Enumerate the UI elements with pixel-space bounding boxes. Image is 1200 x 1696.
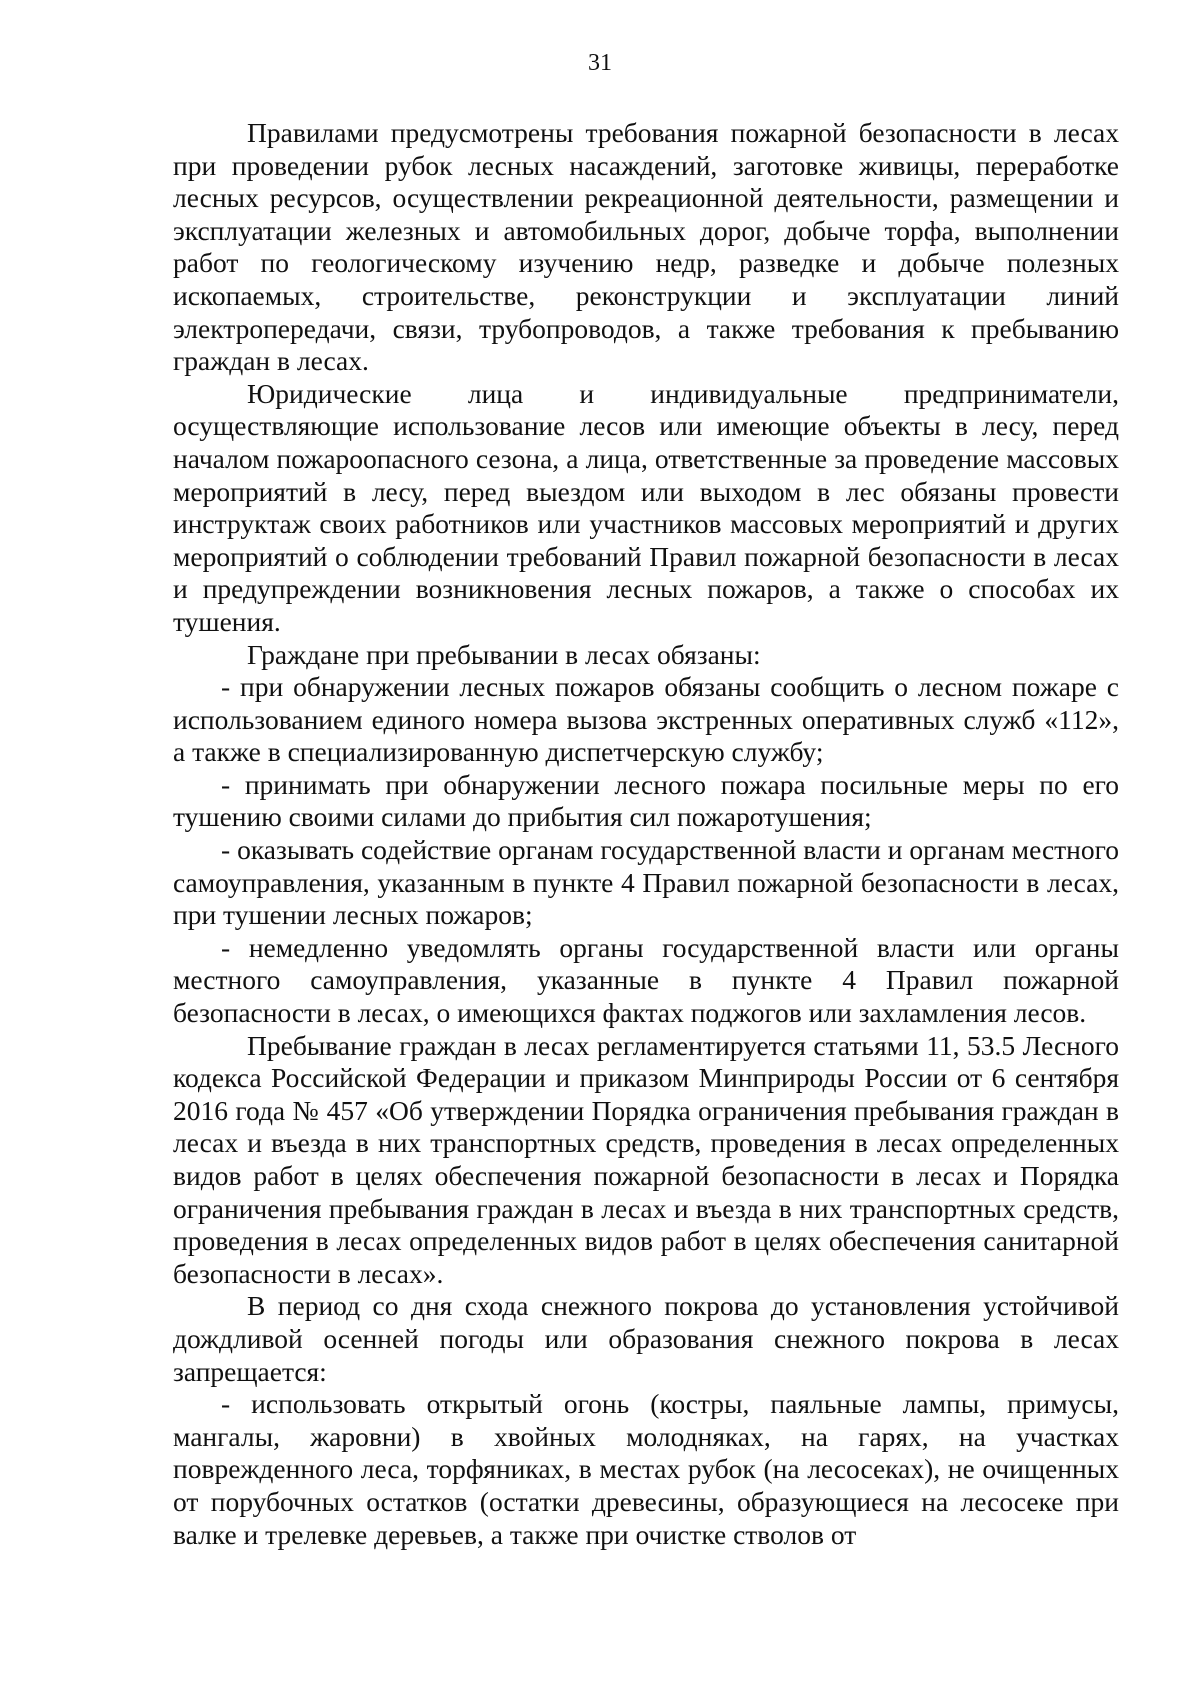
list-item-assist-authorities: - оказывать содействие органам государственной власти и органам местного самоуправления, указанным в пункте 4 Правил пожарной безопасности в лесах, при тушении лесных пожаров; — [173, 834, 1119, 931]
paragraph-legal-entities-briefing: Юридические лица и индивидуальные предприниматели, осуществляющие использование лесов или имеющие объекты в лесу, перед началом пожароопасного сезона, а лица, ответственные за проведение массовых мероприятий в лесу, перед выездом или выходом в лес обязаны провести инструктаж своих работников или участников массовых мероприятий и других мероприятий о соблюдении требований Правил пожарной безопасности в лесах и предупреждении возникновения лесных пожаров, а также о способах их тушения. — [173, 377, 1119, 637]
list-item-report-fire: - при обнаружении лесных пожаров обязаны сообщить о лесном пожаре с использованием единого номера вызова экстренных оперативных служб «112», а также в специализированную диспетчерскую службу; — [173, 671, 1119, 768]
list-item-open-fire-ban: - использовать открытый огонь (костры, паяльные лампы, примусы, мангалы, жаровни) в хвойных молодняках, на гарях, на участках поврежденного леса, торфяниках, в местах рубок (на лесосеках), не очищенных от порубочных остатков (остатки древесины, образующиеся на лесосеке при валке и трелевке деревьев, а также при очистке стволов от — [173, 1388, 1119, 1550]
paragraph-fire-safety-rules: Правилами предусмотрены требования пожарной безопасности в лесах при проведении рубок лесных насаждений, заготовке живицы, переработке лесных ресурсов, осуществлении рекреационной деятельности, размещении и эксплуатации железных и автомобильных дорог, добыче торфа, выполнении работ по геологическому изучению недр, разведке и добыче полезных ископаемых, строительстве, реконструкции и эксплуатации линий электропередачи, связи, трубопроводов, а также требования к пребыванию граждан в лесах. — [173, 117, 1119, 377]
paragraph-stay-regulation: Пребывание граждан в лесах регламентируется статьями 11, 53.5 Лесного кодекса Российской Федерации и приказом Минприроды России от 6 сентября 2016 года № 457 «Об утверждении Порядка ограничения пребывания граждан в лесах и въезда в них транспортных средств, проведения в лесах определенных видов работ в целях обеспечения пожарной безопасности в лесах и Порядка ограничения пребывания граждан в лесах и въезда в них транспортных средств, проведения в лесах определенных видов работ в целях обеспечения санитарной безопасности в лесах». — [173, 1029, 1119, 1289]
paragraph-citizens-obligations-intro: Граждане при пребывании в лесах обязаны: — [247, 638, 761, 670]
page-number: 31 — [588, 50, 612, 76]
page-body — [173, 117, 1119, 1551]
paragraph-prohibitions-intro: В период со дня схода снежного покрова до установления устойчивой дождливой осенней погоды или образования снежного покрова в лесах запрещается: — [173, 1290, 1119, 1387]
list-item-extinguish-fire: - принимать при обнаружении лесного пожара посильные меры по его тушению своими силами до прибытия сил пожаротушения; — [173, 768, 1119, 833]
list-item-notify-authorities: - немедленно уведомлять органы государственной власти или органы местного самоуправления, указанные в пункте 4 Правил пожарной безопасности в лесах, о имеющихся фактах поджогов или захламления лесов. — [173, 931, 1119, 1029]
